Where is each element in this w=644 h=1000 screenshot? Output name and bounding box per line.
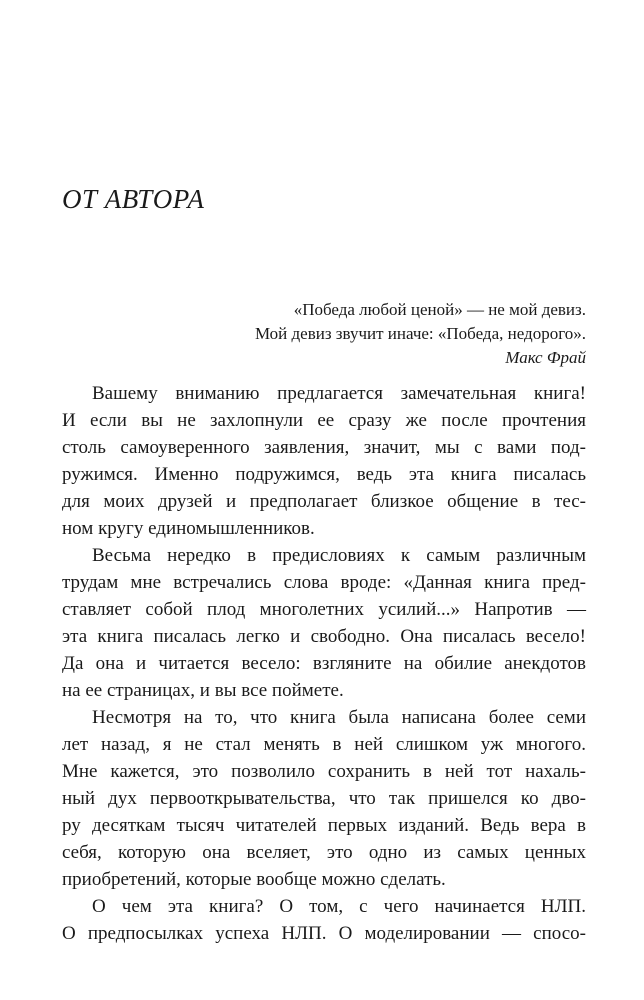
text-line: лет назад, я не стал менять в ней слишком уж многого.: [62, 734, 586, 755]
epigraph: [255, 298, 586, 370]
chapter-heading: ОТ АВТОРА: [62, 184, 205, 214]
body-text: [62, 380, 586, 947]
text-line: приобретений, которые вообще можно сделать.: [62, 869, 446, 890]
epigraph-line: Мой девиз звучит иначе: «Победа, недорого».: [254, 324, 586, 343]
paragraph-1: [62, 380, 586, 542]
text-line: себя, которую она вселяет, это одно из самых ценных: [62, 842, 586, 863]
text-line: Да она и читается весело: взгляните на обилие анекдотов: [62, 653, 586, 674]
text-line: ставляет собой плод многолетних усилий...» Напротив —: [62, 599, 586, 620]
text-line: ру десяткам тысяч читателей первых изданий. Ведь вера в: [62, 815, 586, 836]
text-line: Несмотря на то, что книга была написана более семи: [92, 707, 586, 728]
epigraph-author: Макс Фрай: [505, 348, 586, 367]
text-line: Мне кажется, это позволило сохранить в ней тот нахаль-: [62, 761, 586, 782]
text-line: Вашему вниманию предлагается замечательная книга!: [92, 383, 586, 404]
text-line: Весьма нередко в предисловиях к самым различным: [92, 545, 586, 566]
text-line: ный дух первооткрывательства, что так пришелся ко дво-: [62, 788, 586, 809]
text-line: на ее страницах, и вы все поймете.: [62, 680, 344, 701]
paragraph-2: [62, 542, 586, 704]
text-line: для моих друзей и предполагает близкое общение в тес-: [62, 491, 586, 512]
paragraph-3: [62, 704, 586, 893]
text-line: эта книга писалась легко и свободно. Она писалась весело!: [62, 626, 586, 647]
text-line: ном кругу единомышленников.: [62, 518, 315, 539]
epigraph-line: «Победа любой ценой» — не мой девиз.: [293, 300, 586, 319]
text-line: О предпосылках успеха НЛП. О моделировании — спосо-: [62, 923, 586, 944]
text-line: трудам мне встречались слова вроде: «Данная книга пред-: [62, 572, 586, 593]
text-line: О чем эта книга? О том, с чего начинается НЛП.: [92, 896, 586, 917]
paragraph-4: [62, 893, 586, 947]
text-line: ружимся. Именно подружимся, ведь эта книга писалась: [62, 464, 586, 485]
text-line: И если вы не захлопнули ее сразу же после прочтения: [62, 410, 586, 431]
text-line: столь самоуверенного заявления, значит, мы с вами под-: [62, 437, 586, 458]
